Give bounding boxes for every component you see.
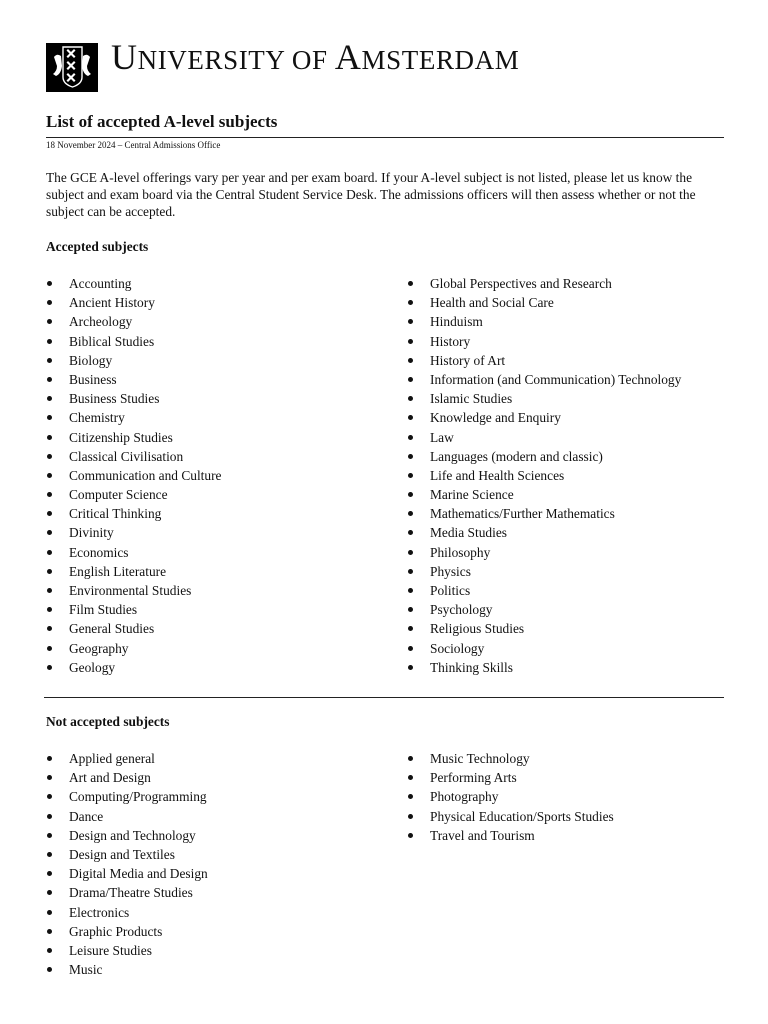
subject-label: History of Art <box>430 352 506 368</box>
bullet-icon <box>47 588 52 593</box>
bullet-icon <box>47 833 52 838</box>
bullet-icon <box>47 607 52 612</box>
subject-label: Health and Social Care <box>430 295 554 311</box>
bullet-icon <box>408 550 413 555</box>
subject-label: Divinity <box>69 525 114 541</box>
subject-label: Applied general <box>69 751 155 766</box>
bullet-icon <box>47 967 52 972</box>
list-item <box>46 826 208 845</box>
subject-label: Biology <box>69 352 113 368</box>
bullet-icon <box>408 435 413 440</box>
subject-label: Hinduism <box>430 314 483 330</box>
subject-label: Archeology <box>69 314 133 330</box>
bullet-icon <box>408 569 413 574</box>
list-item <box>46 466 221 485</box>
wordmark-msterdam: MSTERDAM <box>361 45 520 75</box>
accepted-list-left <box>46 274 221 677</box>
list-item <box>46 543 221 562</box>
bullet-icon <box>408 588 413 593</box>
bullet-icon <box>47 300 52 305</box>
subject-label: Media Studies <box>430 525 507 541</box>
list-item <box>407 332 681 351</box>
bullet-icon <box>47 626 52 631</box>
list-item <box>46 581 221 600</box>
bullet-icon <box>47 339 52 344</box>
list-item <box>46 864 208 883</box>
subject-label: Philosophy <box>430 544 491 560</box>
bullet-icon <box>47 454 52 459</box>
amsterdam-crest-icon <box>46 43 98 92</box>
bullet-icon <box>408 319 413 324</box>
accepted-subjects-heading: Accepted subjects <box>46 239 149 254</box>
subject-label: Knowledge and Enquiry <box>430 410 561 426</box>
bullet-icon <box>47 814 52 819</box>
subject-label: Critical Thinking <box>69 506 162 522</box>
wordmark-of: OF <box>284 45 335 75</box>
subject-label: Information (and Communication) Technology <box>430 371 682 387</box>
subject-label: Psychology <box>430 602 493 618</box>
university-wordmark <box>111 36 519 78</box>
list-item <box>46 883 208 902</box>
document-meta: 18 November 2024 – Central Admissions Office <box>46 140 221 150</box>
bullet-icon <box>408 377 413 382</box>
list-item <box>46 768 208 787</box>
bullet-icon <box>408 814 413 819</box>
bullet-icon <box>408 339 413 344</box>
subject-label: Life and Health Sciences <box>430 467 565 483</box>
bullet-icon <box>47 281 52 286</box>
subject-label: Chemistry <box>69 410 125 426</box>
university-logo <box>46 43 98 92</box>
list-item <box>46 658 221 677</box>
list-item <box>46 428 221 447</box>
accepted-list-right <box>407 274 681 677</box>
subject-label: Thinking Skills <box>430 659 513 675</box>
list-item <box>46 312 221 331</box>
list-item <box>407 600 681 619</box>
bullet-icon <box>47 665 52 670</box>
subject-label: Music <box>69 962 103 978</box>
subject-label: Physical Education/Sports Studies <box>430 808 614 824</box>
bullet-icon <box>47 550 52 555</box>
subject-label: Classical Civilisation <box>69 448 184 464</box>
bullet-icon <box>408 794 413 799</box>
list-item <box>46 523 221 542</box>
list-item <box>407 543 681 562</box>
bullet-icon <box>408 492 413 497</box>
list-item <box>407 389 681 408</box>
bullet-icon <box>47 396 52 401</box>
list-item <box>407 370 681 389</box>
bullet-icon <box>408 396 413 401</box>
not-accepted-list-right <box>407 749 614 845</box>
list-item <box>407 466 681 485</box>
list-item <box>46 351 221 370</box>
subject-label: Politics <box>430 583 471 598</box>
list-item <box>407 523 681 542</box>
subject-label: Music Technology <box>430 751 530 766</box>
bullet-icon <box>408 300 413 305</box>
list-item <box>407 447 681 466</box>
bullet-icon <box>47 646 52 651</box>
list-item <box>407 408 681 427</box>
bullet-icon <box>47 319 52 324</box>
list-item <box>46 807 208 826</box>
bullet-icon <box>408 665 413 670</box>
subject-label: Sociology <box>430 640 485 656</box>
subject-label: Islamic Studies <box>430 391 513 407</box>
section-divider <box>44 697 724 698</box>
bullet-icon <box>408 756 413 761</box>
list-item <box>46 274 221 293</box>
subject-label: Languages (modern and classic) <box>430 448 603 464</box>
bullet-icon <box>408 607 413 612</box>
bullet-icon <box>47 852 52 857</box>
bullet-icon <box>47 415 52 420</box>
list-item <box>407 504 681 523</box>
subject-label: Economics <box>69 544 129 560</box>
list-item <box>46 941 208 960</box>
bullet-icon <box>408 511 413 516</box>
bullet-icon <box>47 358 52 363</box>
subject-label: Graphic Products <box>69 923 163 939</box>
bullet-icon <box>408 473 413 478</box>
list-item <box>407 639 681 658</box>
subject-label: Design and Textiles <box>69 846 175 862</box>
list-item <box>407 826 614 845</box>
subject-label: Ancient History <box>69 295 155 311</box>
subject-label: Business <box>69 371 117 387</box>
bullet-icon <box>408 415 413 420</box>
subject-label: Film Studies <box>69 602 138 618</box>
bullet-icon <box>47 473 52 478</box>
bullet-icon <box>47 756 52 761</box>
wordmark-initial-u: U <box>111 37 138 77</box>
bullet-icon <box>47 569 52 574</box>
subject-label: Design and Technology <box>69 827 196 843</box>
list-item <box>46 389 221 408</box>
list-item <box>407 562 681 581</box>
intro-paragraph: The GCE A-level offerings vary per year and per exam board. If your A-level subject is not listed, please let us know the subject and exam board via the Central Student Service Desk. The admissions officers will then assess whether or not the subject can be accepted. <box>46 170 696 219</box>
not-accepted-list-left <box>46 749 208 979</box>
subject-label: Computer Science <box>69 487 168 503</box>
list-item <box>46 504 221 523</box>
list-item <box>46 922 208 941</box>
subject-label: Biblical Studies <box>69 333 155 349</box>
subject-label: Citizenship Studies <box>69 429 173 445</box>
bullet-icon <box>47 929 52 934</box>
list-item <box>46 447 221 466</box>
list-item <box>407 658 681 677</box>
subject-label: Geography <box>69 640 129 656</box>
list-item <box>46 960 208 979</box>
list-item <box>46 485 221 504</box>
bullet-icon <box>408 626 413 631</box>
subject-label: Accounting <box>69 276 132 291</box>
list-item <box>407 749 614 768</box>
bullet-icon <box>47 910 52 915</box>
bullet-icon <box>408 454 413 459</box>
subject-label: History <box>430 333 471 349</box>
list-item <box>46 639 221 658</box>
list-item <box>407 807 614 826</box>
list-item <box>407 312 681 331</box>
subject-label: Law <box>430 429 454 445</box>
wordmark-niversity: NIVERSITY <box>137 45 285 75</box>
bullet-icon <box>408 530 413 535</box>
bullet-icon <box>47 530 52 535</box>
bullet-icon <box>47 794 52 799</box>
list-item <box>46 749 208 768</box>
subject-label: Digital Media and Design <box>69 866 208 882</box>
subject-label: Communication and Culture <box>69 467 222 483</box>
subject-label: Religious Studies <box>430 621 525 637</box>
bullet-icon <box>47 948 52 953</box>
list-item <box>46 787 208 806</box>
bullet-icon <box>47 377 52 382</box>
list-item <box>46 293 221 312</box>
list-item <box>46 619 221 638</box>
list-item <box>46 600 221 619</box>
list-item <box>407 787 614 806</box>
list-item <box>407 581 681 600</box>
list-item <box>407 485 681 504</box>
subject-label: English Literature <box>69 563 167 579</box>
list-item <box>407 293 681 312</box>
list-item <box>407 351 681 370</box>
subject-label: Electronics <box>69 904 130 920</box>
subject-label: Physics <box>430 563 471 579</box>
subject-label: Marine Science <box>430 487 514 503</box>
subject-label: Drama/Theatre Studies <box>69 885 193 901</box>
bullet-icon <box>47 871 52 876</box>
subject-label: General Studies <box>69 621 155 637</box>
list-item <box>46 370 221 389</box>
list-item <box>407 768 614 787</box>
wordmark-initial-a: A <box>334 37 362 77</box>
bullet-icon <box>47 435 52 440</box>
bullet-icon <box>408 833 413 838</box>
bullet-icon <box>47 492 52 497</box>
document-title: List of accepted A-level subjects <box>46 112 278 131</box>
subject-label: Performing Arts <box>430 770 517 786</box>
bullet-icon <box>47 511 52 516</box>
bullet-icon <box>47 775 52 780</box>
subject-label: Art and Design <box>69 770 151 786</box>
bullet-icon <box>408 281 413 286</box>
list-item <box>46 408 221 427</box>
list-item <box>46 562 221 581</box>
list-item <box>407 619 681 638</box>
list-item <box>46 332 221 351</box>
bullet-icon <box>408 646 413 651</box>
list-item <box>407 428 681 447</box>
subject-label: Environmental Studies <box>69 583 192 598</box>
subject-label: Leisure Studies <box>69 942 152 958</box>
list-item <box>46 903 208 922</box>
title-divider <box>46 137 724 138</box>
subject-label: Photography <box>430 789 499 805</box>
subject-label: Business Studies <box>69 391 160 407</box>
list-item <box>407 274 681 293</box>
subject-label: Travel and Tourism <box>430 827 535 843</box>
subject-label: Mathematics/Further Mathematics <box>430 506 615 522</box>
bullet-icon <box>408 775 413 780</box>
not-accepted-subjects-heading: Not accepted subjects <box>46 714 170 729</box>
subject-label: Computing/Programming <box>69 789 207 805</box>
list-item <box>46 845 208 864</box>
bullet-icon <box>47 890 52 895</box>
subject-label: Geology <box>69 659 116 675</box>
subject-label: Global Perspectives and Research <box>430 276 612 291</box>
bullet-icon <box>408 358 413 363</box>
subject-label: Dance <box>69 808 104 824</box>
